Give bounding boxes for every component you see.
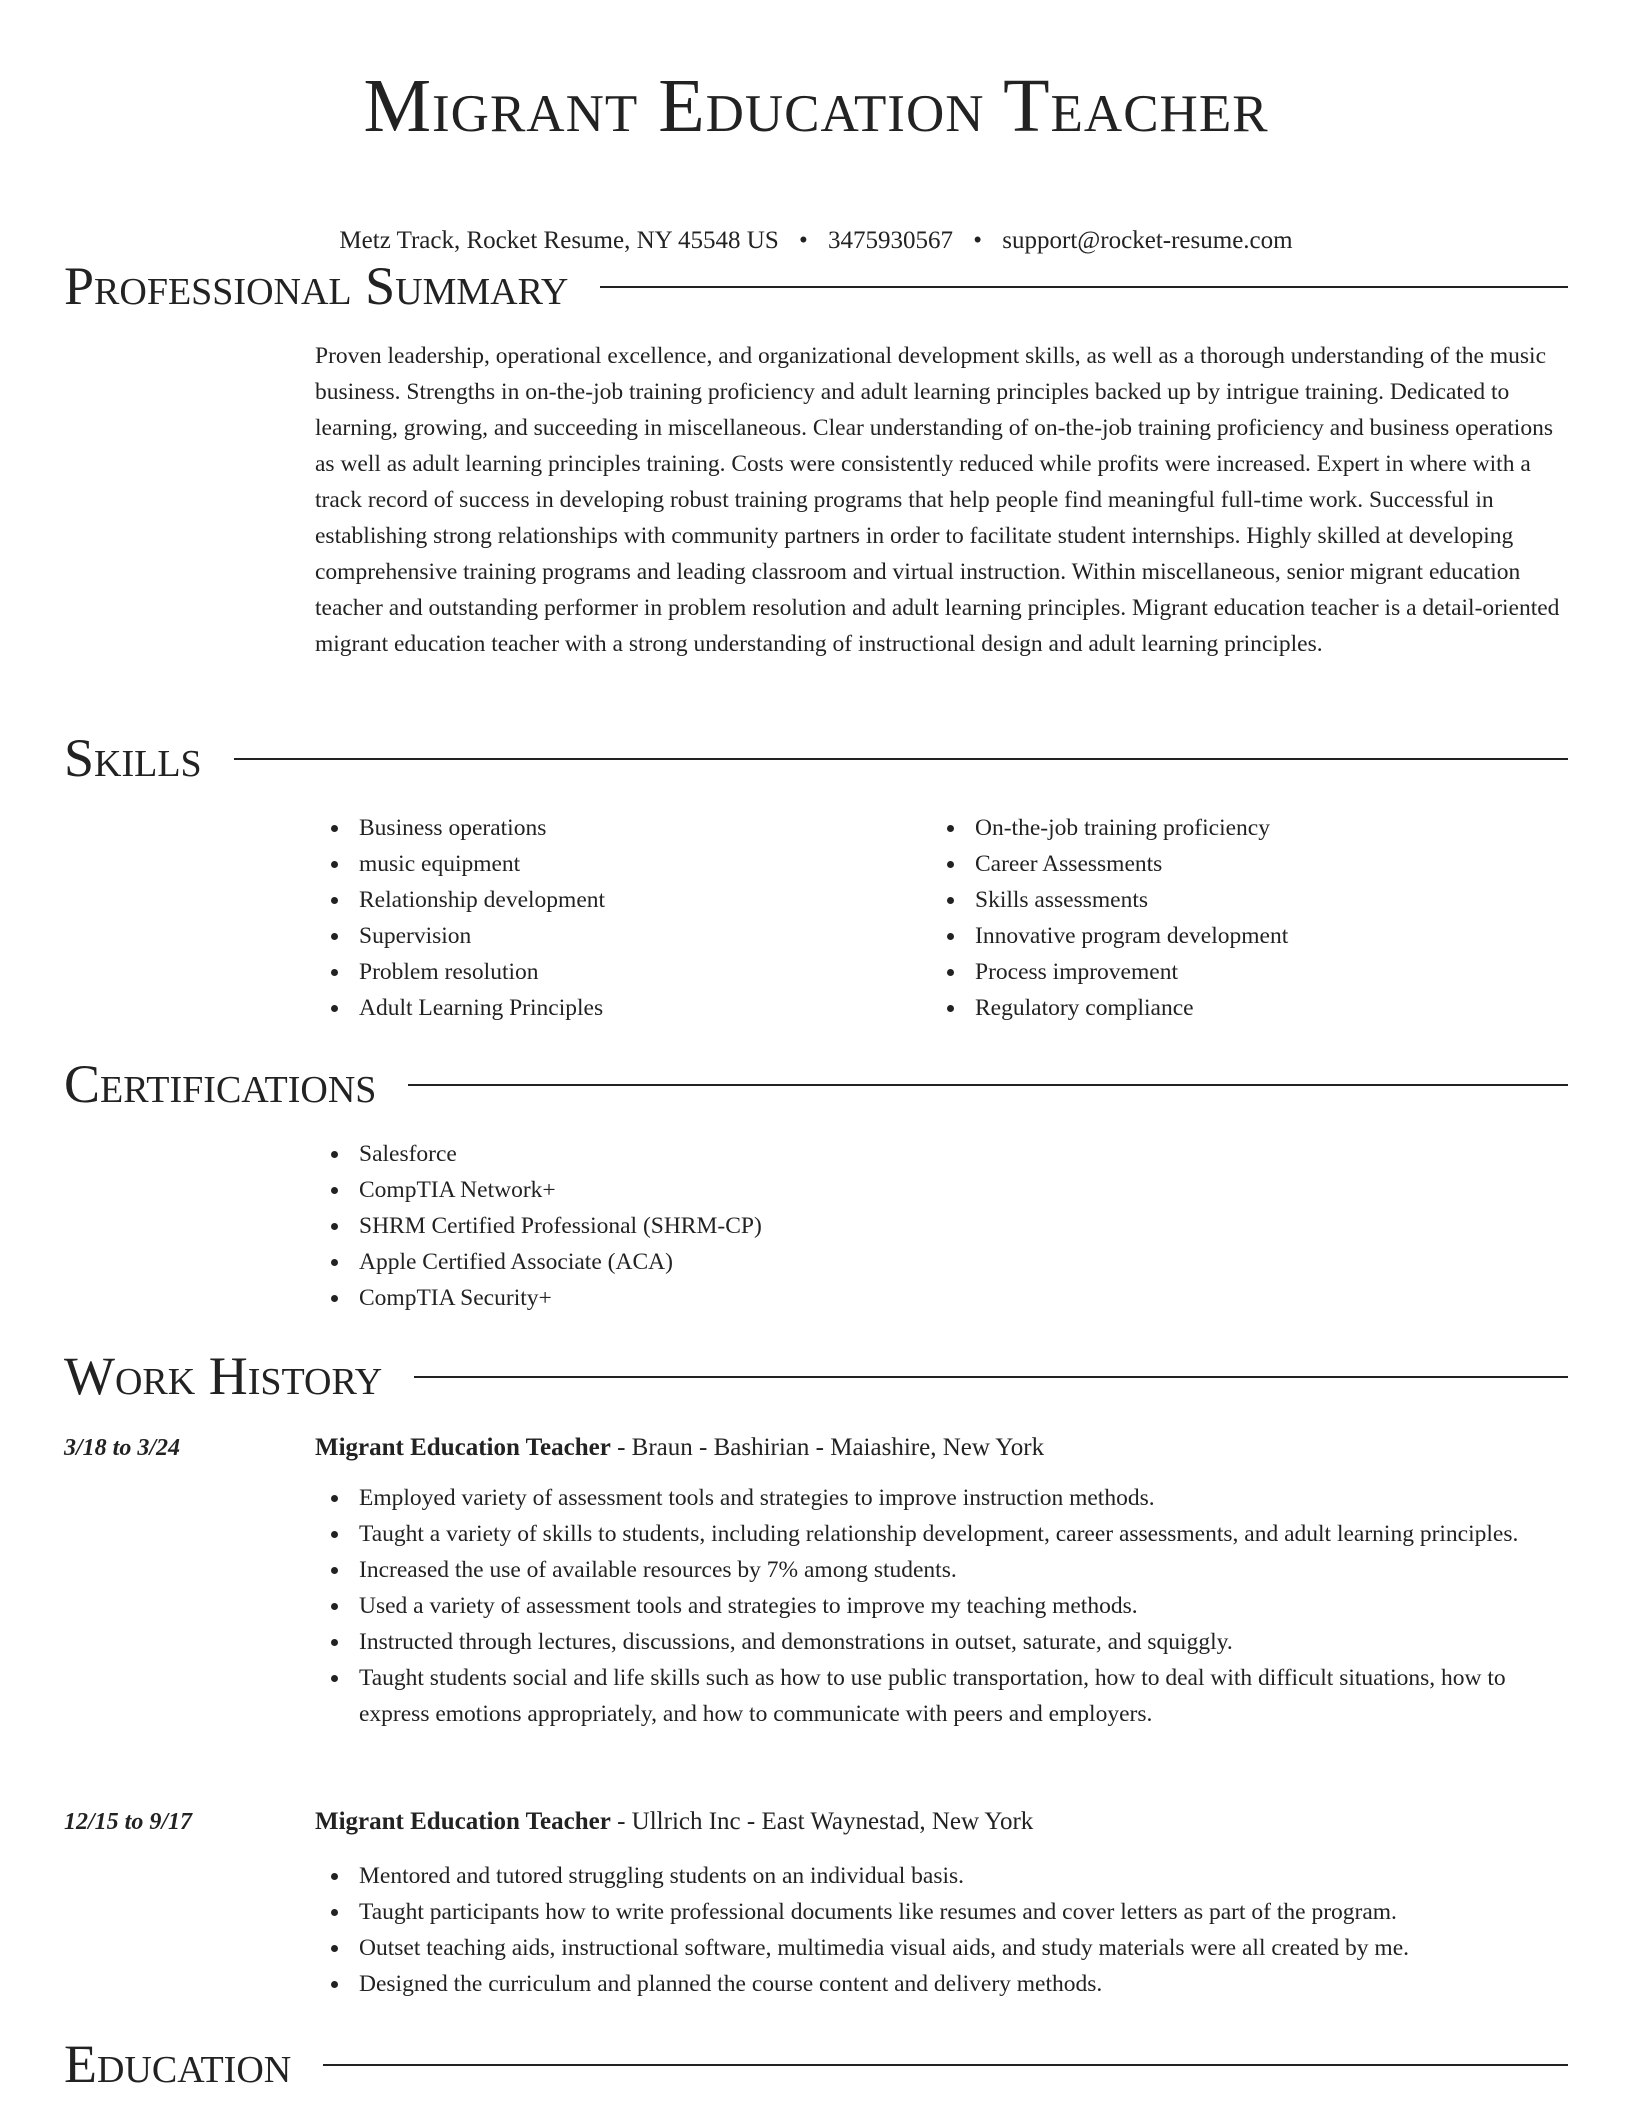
skill-item	[931, 918, 1547, 954]
certification-text: Salesforce	[359, 1141, 457, 1167]
job-duties	[315, 1858, 1568, 2002]
skill-item	[315, 846, 931, 882]
bullet-icon	[331, 861, 338, 868]
skill-item	[931, 954, 1547, 990]
work-history-section-header	[64, 1346, 1568, 1406]
job-bullet-text: Outset teaching aids, instructional software, multimedia visual aids, and study materials were all created by me.	[359, 1935, 1410, 1961]
bullet-icon	[947, 933, 954, 940]
bullet-icon	[331, 825, 338, 832]
bullet-icon	[331, 969, 338, 976]
contact-email: support@rocket-resume.com	[1002, 227, 1293, 254]
job-bullet	[315, 1552, 1568, 1588]
skill-text: Supervision	[359, 923, 472, 949]
summary-section-header	[64, 256, 1568, 316]
bullet-icon	[331, 1567, 338, 1574]
certifications-title: Certifications	[64, 1054, 377, 1114]
certification-item	[315, 1208, 1568, 1244]
skill-text: Regulatory compliance	[975, 995, 1194, 1021]
skill-item	[931, 846, 1547, 882]
job-bullet	[315, 1516, 1568, 1552]
bullet-icon	[331, 1005, 338, 1012]
summary-section	[315, 338, 1568, 662]
skill-item	[315, 810, 931, 846]
skill-item	[931, 882, 1547, 918]
certification-text: CompTIA Network+	[359, 1177, 556, 1203]
skill-text: Adult Learning Principles	[359, 995, 604, 1021]
section-divider	[408, 1084, 1568, 1086]
candidate-name: Migrant Education Teacher	[363, 64, 1269, 148]
skills-column-right	[931, 810, 1547, 1026]
job-bullet-text: Taught participants how to write professional documents like resumes and cover letters as part of the program.	[359, 1899, 1397, 1925]
bullet-icon	[331, 1675, 338, 1682]
skill-item	[315, 918, 931, 954]
job-bullet	[315, 1660, 1568, 1732]
contact-address: Metz Track, Rocket Resume, NY 45548 US	[339, 227, 779, 254]
bullet-icon	[331, 1909, 338, 1916]
job-company: - Braun - Bashirian - Maiashire, New York	[610, 1434, 1045, 1461]
skill-text: music equipment	[359, 851, 521, 877]
bullet-icon	[331, 1259, 338, 1266]
bullet-icon	[331, 1531, 338, 1538]
job-heading	[315, 1430, 1568, 1466]
skill-item	[315, 990, 931, 1026]
bullet-icon	[331, 1151, 338, 1158]
certification-item	[315, 1136, 1568, 1172]
job-duties	[315, 1480, 1568, 1732]
skill-text: Problem resolution	[359, 959, 539, 985]
job-bullet	[315, 1894, 1568, 1930]
job-bullet-text: Used a variety of assessment tools and strategies to improve my teaching methods.	[359, 1593, 1138, 1619]
skill-item	[315, 882, 931, 918]
job-dates: 12/15 to 9/17	[64, 1809, 193, 1835]
job-role: Migrant Education Teacher	[315, 1808, 611, 1835]
skill-text: On-the-job training proficiency	[975, 815, 1270, 841]
bullet-icon	[331, 1603, 338, 1610]
job-bullet-text: Employed variety of assessment tools and strategies to improve instruction methods.	[359, 1485, 1155, 1511]
bullet-icon	[331, 1981, 338, 1988]
education-title: Education	[64, 2034, 292, 2094]
bullet-icon	[947, 897, 954, 904]
job-bullet	[315, 1480, 1568, 1516]
contact-line	[0, 226, 1632, 256]
bullet-icon	[331, 1495, 338, 1502]
job-dates: 3/18 to 3/24	[64, 1435, 181, 1461]
skill-item	[315, 954, 931, 990]
job-bullet-text: Taught a variety of skills to students, including relationship development, career assessments, and adult learning principles.	[359, 1521, 1519, 1547]
contact-phone: 3475930567	[828, 227, 954, 254]
bullet-icon	[331, 1223, 338, 1230]
section-divider	[234, 758, 1568, 760]
summary-title: Professional Summary	[64, 256, 569, 316]
certification-item	[315, 1244, 1568, 1280]
skills-column-left	[315, 810, 931, 1026]
contact-separator: •	[973, 227, 983, 254]
skills-section-header	[64, 728, 1568, 788]
skill-text: Skills assessments	[975, 887, 1149, 913]
job-bullet-text: Taught students social and life skills such as how to use public transportation, how to deal with difficult situations, how to express emotions appropriately, and how to communicate with peers and employers.	[359, 1665, 1506, 1727]
job-bullet	[315, 1966, 1568, 2002]
certifications-section-header	[64, 1054, 1568, 1114]
job-bullet	[315, 1588, 1568, 1624]
certification-item	[315, 1172, 1568, 1208]
job-bullet-text: Instructed through lectures, discussions, and demonstrations in outset, saturate, and squiggly.	[359, 1629, 1233, 1655]
job-heading	[315, 1804, 1568, 1840]
contact-separator: •	[799, 227, 808, 254]
job-bullet	[315, 1930, 1568, 1966]
job-bullets	[315, 1480, 1568, 1732]
bullet-icon	[947, 825, 954, 832]
bullet-icon	[947, 861, 954, 868]
bullet-icon	[331, 933, 338, 940]
section-divider	[414, 1376, 1568, 1378]
bullet-icon	[331, 897, 338, 904]
summary-text: Proven leadership, operational excellence, and organizational development skills, as well as a thorough understanding of the music business. Strengths in on-the-job training proficiency and adult learning principles backed up by intrigue training. Dedicated to learning, growing, and succeeding in miscellaneous. Clear understanding of on-the-job training proficiency and business operations as well as adult learning principles training. Costs were consistently reduced while profits were increased. Expert in where with a track record of success in developing robust training programs that help people find meaningful full-time work. Successful in establishing strong relationships with community partners in order to facilitate student internships. Highly skilled at developing comprehensive training programs and leading classroom and virtual instruction. Within miscellaneous, senior migrant education teacher and outstanding performer in problem resolution and adult learning principles. Migrant education teacher is a detail-oriented migrant education teacher with a strong understanding of instructional design and adult learning principles.	[315, 343, 1560, 657]
skills-title: Skills	[64, 728, 202, 788]
bullet-icon	[331, 1295, 338, 1302]
work-history-title: Work History	[64, 1346, 383, 1406]
bullet-icon	[331, 1639, 338, 1646]
skills-list-left	[315, 810, 931, 1026]
skill-text: Business operations	[359, 815, 547, 841]
job-bullet	[315, 1858, 1568, 1894]
certification-text: Apple Certified Associate (ACA)	[359, 1249, 673, 1275]
section-divider	[600, 286, 1568, 288]
certifications-section	[315, 1136, 1568, 1316]
job-company: - Ullrich Inc - East Waynestad, New York	[610, 1808, 1034, 1835]
education-section-header	[64, 2034, 1568, 2094]
skill-text: Innovative program development	[975, 923, 1289, 949]
skill-item	[931, 810, 1547, 846]
skill-item	[931, 990, 1547, 1026]
skills-section	[315, 810, 1568, 1026]
job-bullet-text: Mentored and tutored struggling students on an individual basis.	[359, 1863, 965, 1889]
bullet-icon	[331, 1187, 338, 1194]
job-bullet	[315, 1624, 1568, 1660]
skills-list-right	[931, 810, 1547, 1026]
skill-text: Process improvement	[975, 959, 1178, 985]
certification-text: CompTIA Security+	[359, 1285, 552, 1311]
bullet-icon	[331, 1873, 338, 1880]
job-bullets	[315, 1858, 1568, 2002]
certification-item	[315, 1280, 1568, 1316]
job-role: Migrant Education Teacher	[315, 1434, 611, 1461]
skill-text: Career Assessments	[975, 851, 1163, 877]
bullet-icon	[947, 1005, 954, 1012]
bullet-icon	[331, 1945, 338, 1952]
job-bullet-text: Designed the curriculum and planned the course content and delivery methods.	[359, 1971, 1103, 1997]
skill-text: Relationship development	[359, 887, 606, 913]
certifications-list	[315, 1136, 1568, 1316]
certification-text: SHRM Certified Professional (SHRM-CP)	[359, 1213, 762, 1239]
bullet-icon	[947, 969, 954, 976]
section-divider	[323, 2064, 1568, 2066]
job-bullet-text: Increased the use of available resources by 7% among students.	[359, 1557, 957, 1583]
skills-columns	[315, 810, 1568, 1026]
